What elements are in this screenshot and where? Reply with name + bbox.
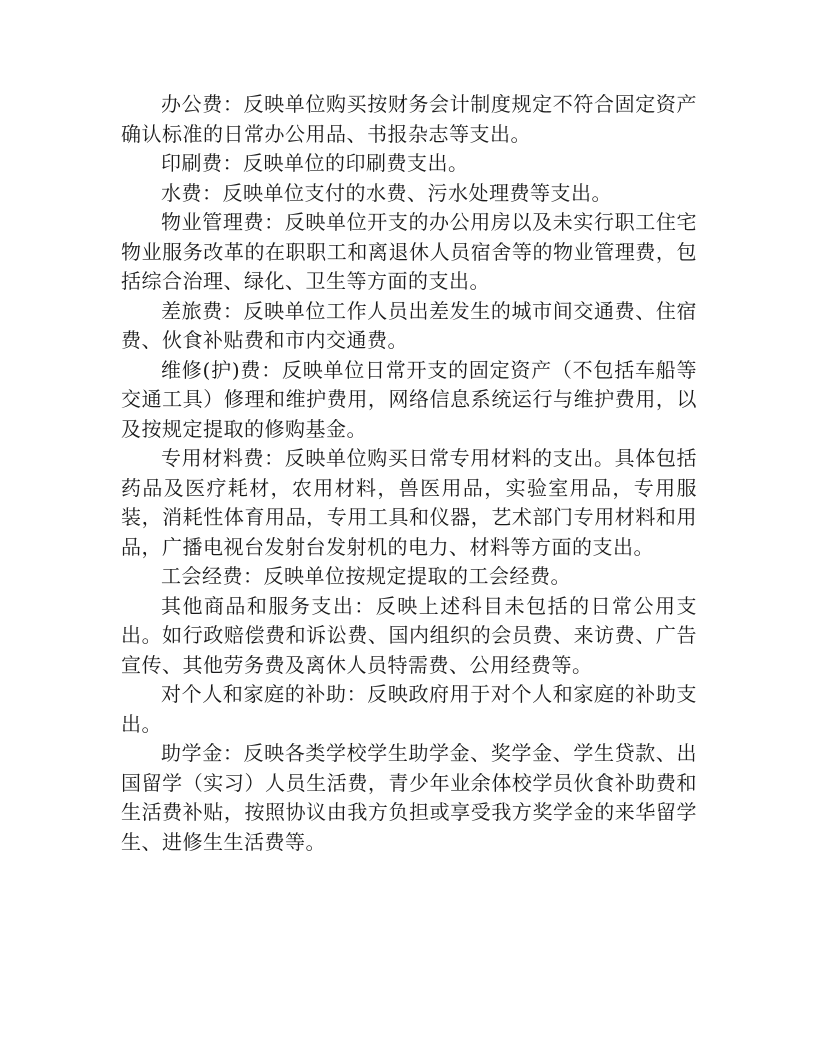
paragraph-student-grants: 助学金：反映各类学校学生助学金、奖学金、学生贷款、出国留学（实习）人员生活费，青少年业余体校学员伙食补助费和生活费补贴，按照协议由我方负担或享受我方奖学金的来华留学生、进修生生活费等。 xyxy=(121,741,697,854)
paragraph-other-goods-services: 其他商品和服务支出：反映上述科目未包括的日常公用支出。如行政赔偿费和诉讼费、国内组织的会员费、来访费、广告宣传、其他劳务费及离休人员特需费、公用经费等。 xyxy=(121,593,697,677)
paragraph-travel-expense: 差旅费：反映单位工作人员出差发生的城市间交通费、住宿费、伙食补贴费和市内交通费。 xyxy=(121,298,697,352)
paragraph-maintenance-expense: 维修(护)费：反映单位日常开支的固定资产（不包括车船等交通工具）修理和维护费用，网络信息系统运行与维护费用，以及按规定提取的修购基金。 xyxy=(121,357,697,441)
paragraph-printing-expense: 印刷费：反映单位的印刷费支出。 xyxy=(161,151,469,175)
document-body xyxy=(121,90,697,857)
paragraph-union-funds: 工会经费：反映单位按规定提取的工会经费。 xyxy=(161,564,571,588)
paragraph-individual-family-subsidy: 对个人和家庭的补助：反映政府用于对个人和家庭的补助支出。 xyxy=(121,682,697,736)
paragraph-special-materials-expense: 专用材料费：反映单位购买日常专用材料的支出。具体包括药品及医疗耗材，农用材料，兽医用品，实验室用品，专用服装，消耗性体育用品，专用工具和仪器，艺术部门专用材料和用品，广播电视台发射台发射机的电力、材料等方面的支出。 xyxy=(121,446,697,559)
paragraph-office-expense: 办公费：反映单位购买按财务会计制度规定不符合固定资产确认标准的日常办公用品、书报杂志等支出。 xyxy=(121,92,697,146)
paragraph-water-expense: 水费：反映单位支付的水费、污水处理费等支出。 xyxy=(161,180,612,205)
paragraph-property-management-expense: 物业管理费：反映单位开支的办公用房以及未实行职工住宅物业服务改革的在职职工和离退休人员宿舍等的物业管理费，包括综合治理、绿化、卫生等方面的支出。 xyxy=(121,210,697,293)
